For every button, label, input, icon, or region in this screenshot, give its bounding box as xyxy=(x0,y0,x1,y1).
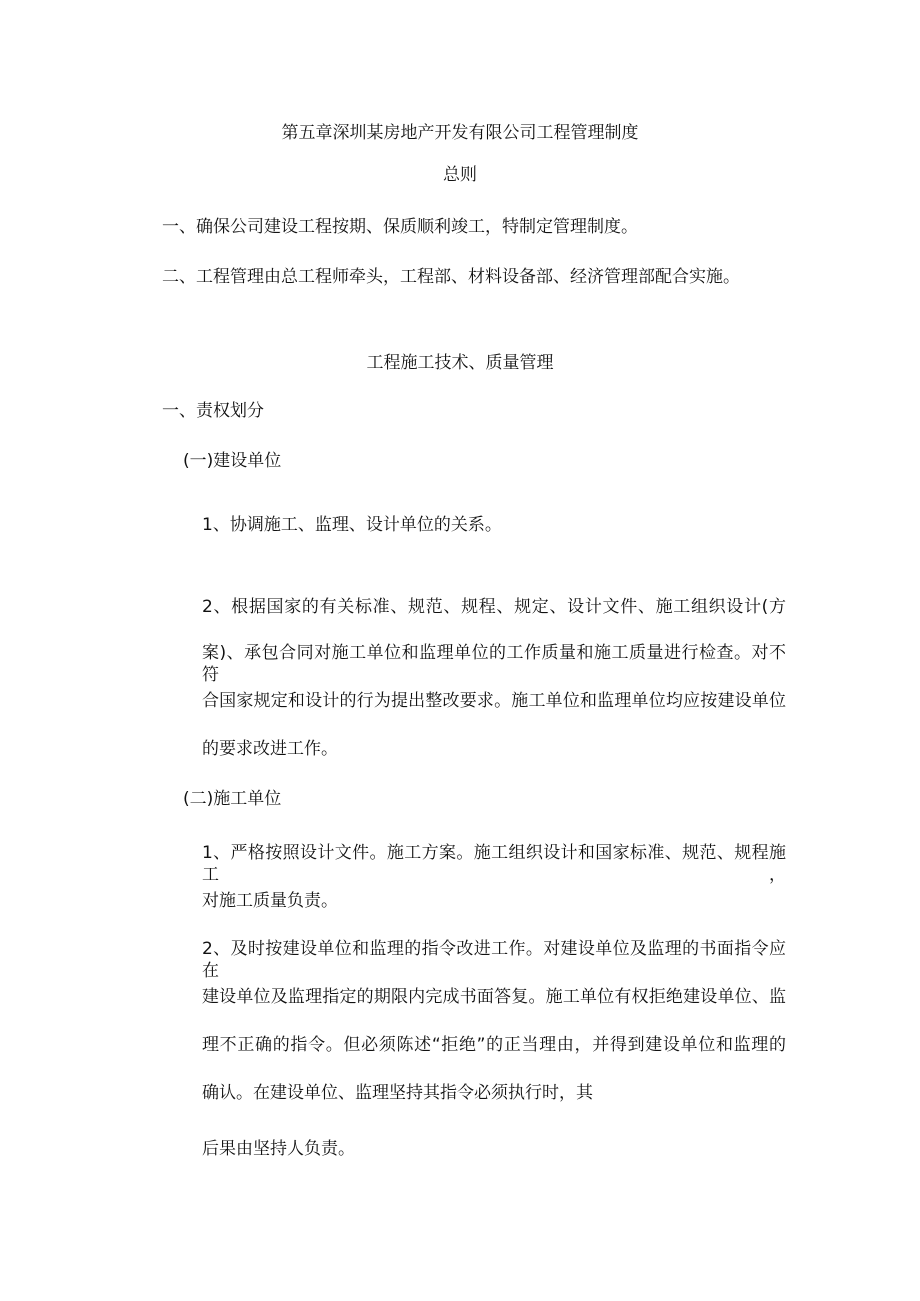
construction-heading: 工程施工技术、质量管理 xyxy=(366,353,554,373)
owner-item-2-line-2: 案)、承包合同对施工单位和监理单位的工作质量和施工质量进行检查。对不符 xyxy=(202,643,786,685)
contractor-unit-heading: (二)施工单位 xyxy=(183,789,282,809)
owner-item-2-line-4: 的要求改进工作。 xyxy=(202,739,338,759)
owner-unit-heading: (一)建设单位 xyxy=(183,451,282,471)
general-heading: 总则 xyxy=(443,165,477,185)
owner-item-1: 1、协调施工、监理、设计单位的关系。 xyxy=(202,515,502,535)
contractor-item-1-line-2: 对施工质量负责。 xyxy=(202,891,338,911)
contractor-item-1-line-1: 1、严格按照设计文件。施工方案。施工组织设计和国家标准、规范、规程施工， xyxy=(202,843,786,885)
document-title: 第五章深圳某房地产开发有限公司工程管理制度 xyxy=(281,123,639,143)
general-item-1: 一、确保公司建设工程按期、保质顺利竣工，特制定管理制度。 xyxy=(162,217,638,237)
contractor-item-2-line-5: 后果由坚持人负责。 xyxy=(202,1139,355,1159)
contractor-item-2-line-1: 2、及时按建设单位和监理的指令改进工作。对建设单位及监理的书面指令应在 xyxy=(202,939,786,981)
owner-item-2-line-1: 2、根据国家的有关标准、规范、规程、规定、设计文件、施工组织设计(方 xyxy=(202,597,786,617)
owner-item-2-line-3: 合国家规定和设计的行为提出整改要求。施工单位和监理单位均应按建设单位 xyxy=(202,691,786,711)
general-item-2: 二、工程管理由总工程师牵头，工程部、材料设备部、经济管理部配合实施。 xyxy=(162,267,740,287)
responsibility-subheading: 一、责权划分 xyxy=(162,401,264,421)
contractor-item-2-line-3: 理不正确的指令。但必须陈述“拒绝”的正当理由，并得到建设单位和监理的 xyxy=(202,1035,786,1055)
contractor-item-2-line-2: 建设单位及监理指定的期限内完成书面答复。施工单位有权拒绝建设单位、监 xyxy=(202,987,786,1007)
contractor-item-2-line-4: 确认。在建设单位、监理坚持其指令必须执行时，其 xyxy=(202,1083,593,1103)
